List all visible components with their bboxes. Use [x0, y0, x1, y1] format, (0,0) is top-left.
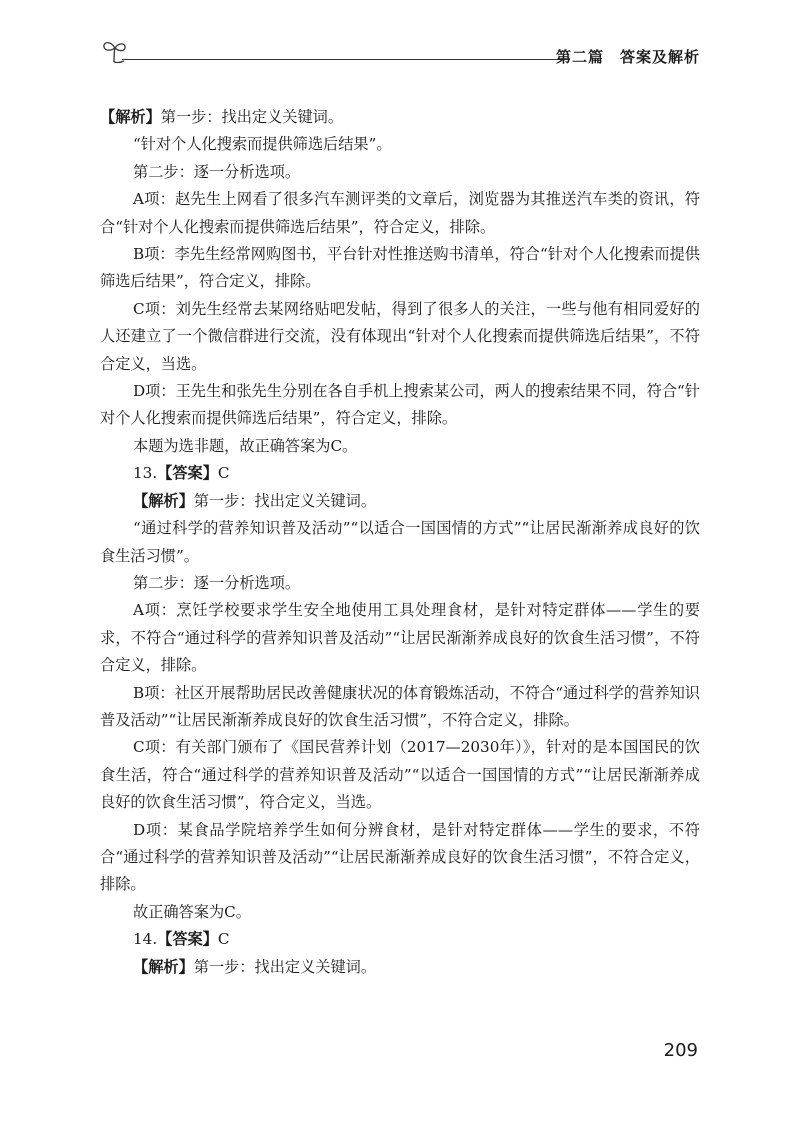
- q13-answer: 13.【答案】C: [133, 464, 230, 483]
- page-header: [100, 34, 700, 74]
- q13-option-a: A项：烹饪学校要求学生安全地使用工具处理食材，是针对特定群体——学生的要求，不符合“通过科学的营养知识普及活动”“让居民渐渐养成良好的饮食生活习惯”，不符合定义，排除。: [100, 601, 700, 675]
- q12-option-a: A项：赵先生上网看了很多汽车测评类的文章后，浏览器为其推送汽车类的资讯，符合“针对个人化搜索而提供筛选后结果”，符合定义，排除。: [100, 190, 700, 236]
- q13-analysis-step1: 【解析】第一步：找出定义关键词。: [133, 491, 376, 510]
- page-number: 209: [663, 1040, 698, 1061]
- q13-keyword: “通过科学的营养知识普及活动”“以适合一国国情的方式”“让居民渐渐养成良好的饮食生活习惯”。: [100, 519, 700, 565]
- sprout-icon: [100, 36, 130, 66]
- answer-text: [100, 104, 700, 981]
- q13-option-b: B项：社区开展帮助居民改善健康状况的体育锻炼活动，不符合“通过科学的营养知识普及活动”“让居民渐渐养成良好的饮食生活习惯”，不符合定义，排除。: [100, 683, 700, 729]
- q14-answer: 14.【答案】C: [133, 930, 230, 949]
- q12-option-b: B项：李先生经常网购图书，平台针对性推送购书清单，符合“针对个人化搜索而提供筛选后结果”，符合定义，排除。: [100, 245, 700, 291]
- q12-keyword: “针对个人化搜索而提供筛选后结果”。: [133, 135, 392, 154]
- q12-analysis-step1: 【解析】第一步：找出定义关键词。: [100, 108, 343, 126]
- q12-option-c: C项：刘先生经常去某网络贴吧发帖，得到了很多人的关注，一些与他有相同爱好的人还建立了一个微信群进行交流，没有体现出“针对个人化搜索而提供筛选后结果”，不符合定义，当选。: [100, 299, 700, 373]
- q13-option-d: D项：某食品学院培养学生如何分辨食材，是针对特定群体——学生的要求，不符合“通过科学的营养知识普及活动”“让居民渐渐养成良好的饮食生活习惯”，不符合定义，排除。: [100, 820, 700, 894]
- q14-analysis-step1: 【解析】第一步：找出定义关键词。: [133, 957, 376, 976]
- q13-conclusion: 故正确答案为C。: [133, 902, 251, 921]
- q12-option-d: D项：王先生和张先生分别在各自手机上搜索某公司，两人的搜索结果不同，符合“针对个人化搜索而提供筛选后结果”，符合定义，排除。: [100, 382, 700, 428]
- header-rule: [122, 59, 570, 60]
- q13-step2: 第二步：逐一分析选项。: [133, 573, 301, 592]
- q13-option-c: C项：有关部门颁布了《国民营养计划（2017—2030年）》，针对的是本国国民的饮食生活，符合“通过科学的营养知识普及活动”“以适合一国国情的方式”“让居民渐渐养成良好的饮食生活习惯”，符合定义，当选。: [100, 738, 700, 812]
- q12-conclusion: 本题为选非题，故正确答案为C。: [133, 436, 358, 455]
- section-title: 第二篇 答案及解析: [555, 48, 700, 66]
- q12-step2: 第二步：逐一分析选项。: [133, 162, 301, 181]
